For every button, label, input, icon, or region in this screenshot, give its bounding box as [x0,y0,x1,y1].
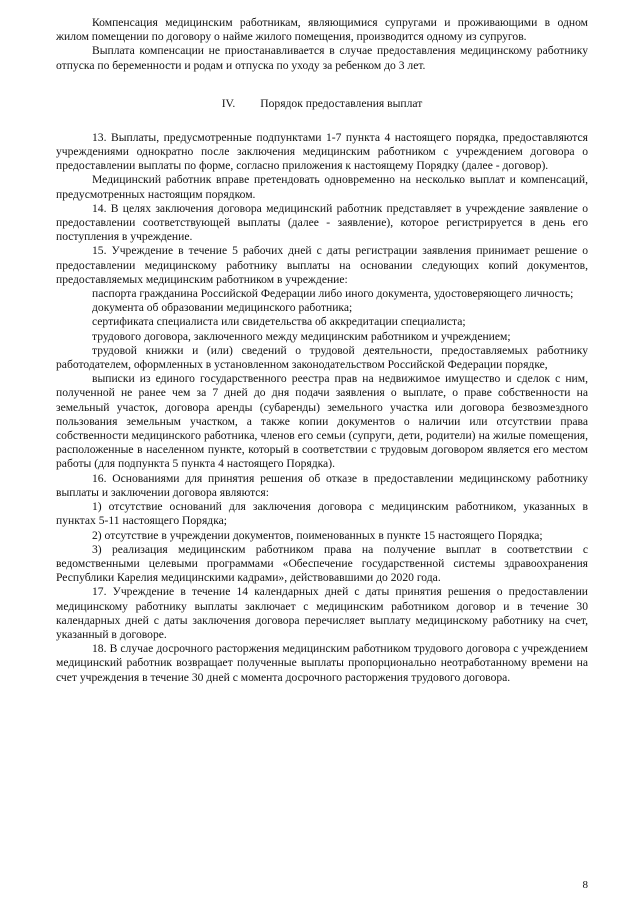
paragraph: 13. Выплаты, предусмотренные подпунктами 1-7 пункта 4 настоящего порядка, предоставляются учреждениями однократно после заключения медицинским работником с учреждением договора о предоставлении выплаты по форме, согласно приложения к настоящему Порядку (далее - договор). [56,130,588,173]
paragraph: Медицинский работник вправе претендовать одновременно на несколько выплат и компенсаций, предусмотренных настоящим порядком. [56,173,588,201]
section-title: Порядок предоставления выплат [260,96,423,110]
list-item: паспорта гражданина Российской Федерации либо иного документа, удостоверяющего личность; [92,287,574,301]
section-heading [56,97,588,111]
page-number: 8 [582,879,588,891]
list-item: выписки из единого государственного реестра прав на недвижимое имущество и сделок с ним, полученной не ранее чем за 7 дней до дня подачи заявления о выплате, о праве собственности на земельный участок, договора аренды (субаренды) земельного участка или договора безвозмездного пользования земельным участком, а также копии документов о наличии или отсутствии права собственности медицинского работника, членов его семьи (супруги, дети, родители) на жилые помещения, расположенные в населенном пункте, который в соответствии с трудовым договором является его местом работы (для подпункта 5 пункта 4 настоящего Порядка). [56,372,588,471]
list-item: сертификата специалиста или свидетельства об аккредитации специалиста; [92,315,466,329]
paragraph: Компенсация медицинским работникам, являющимися супругами и проживающими в одном жилом помещении по договору о найме жилого помещения, производится одному из супругов. [56,16,588,44]
list-item: трудовой книжки и (или) сведений о трудовой деятельности, предоставляемых работнику работодателем, оформленных в установленном законодательством Российской Федерации порядке, [56,343,588,372]
paragraph: 18. В случае досрочного расторжения медицинским работником трудового договора с учреждением медицинский работник возвращает полученные выплаты пропорционально неотработанному времени на счет учреждения в течение 30 дней с момента досрочного расторжения трудового договора. [56,642,588,684]
list-item: документа об образовании медицинского работника; [92,301,353,315]
list-item: 1) отсутствие оснований для заключения договора с медицинским работником, указанных в пунктах 5-11 настоящего Порядка; [56,500,588,528]
paragraph: 17. Учреждение в течение 14 календарных дней с даты принятия решения о предоставлении медицинскому работнику выплаты заключает с медицинским работником договор и в течение 30 календарных дней с даты заключения договора перечисляет выплату медицинскому работнику на счет, указанный в договоре. [56,585,588,641]
paragraph: 15. Учреждение в течение 5 рабочих дней с даты регистрации заявления принимает решение о предоставлении медицинскому работнику выплаты на основании следующих копий документов, предоставляемых медицинским работником в учреждение: [56,244,588,286]
list-item: 2) отсутствие в учреждении документов, поименованных в пункте 15 настоящего Порядка; [92,528,543,542]
section-number: IV. [221,96,236,110]
list-item: трудового договора, заключенного между медицинским работником и учреждением; [92,329,511,343]
paragraph: 14. В целях заключения договора медицинский работник представляет в учреждение заявление о предоставлении соответствующей выплаты (далее - заявление), которое регистрируется в день его поступления в учреждение. [56,201,588,244]
list-item: 3) реализация медицинским работником права на получение выплат в соответствии с ведомственными целевыми программами «Обеспечение государственной системы здравоохранения Республики Карелия медицинскими кадрами», действовавшими до 2020 года. [56,542,588,585]
paragraph: Выплата компенсации не приостанавливается в случае предоставления медицинскому работнику отпуска по беременности и родам и отпуска по уходу за ребенком до 3 лет. [56,44,588,72]
paragraph: 16. Основаниями для принятия решения об отказе в предоставлении медицинскому работнику выплаты и заключении договора являются: [56,471,588,499]
